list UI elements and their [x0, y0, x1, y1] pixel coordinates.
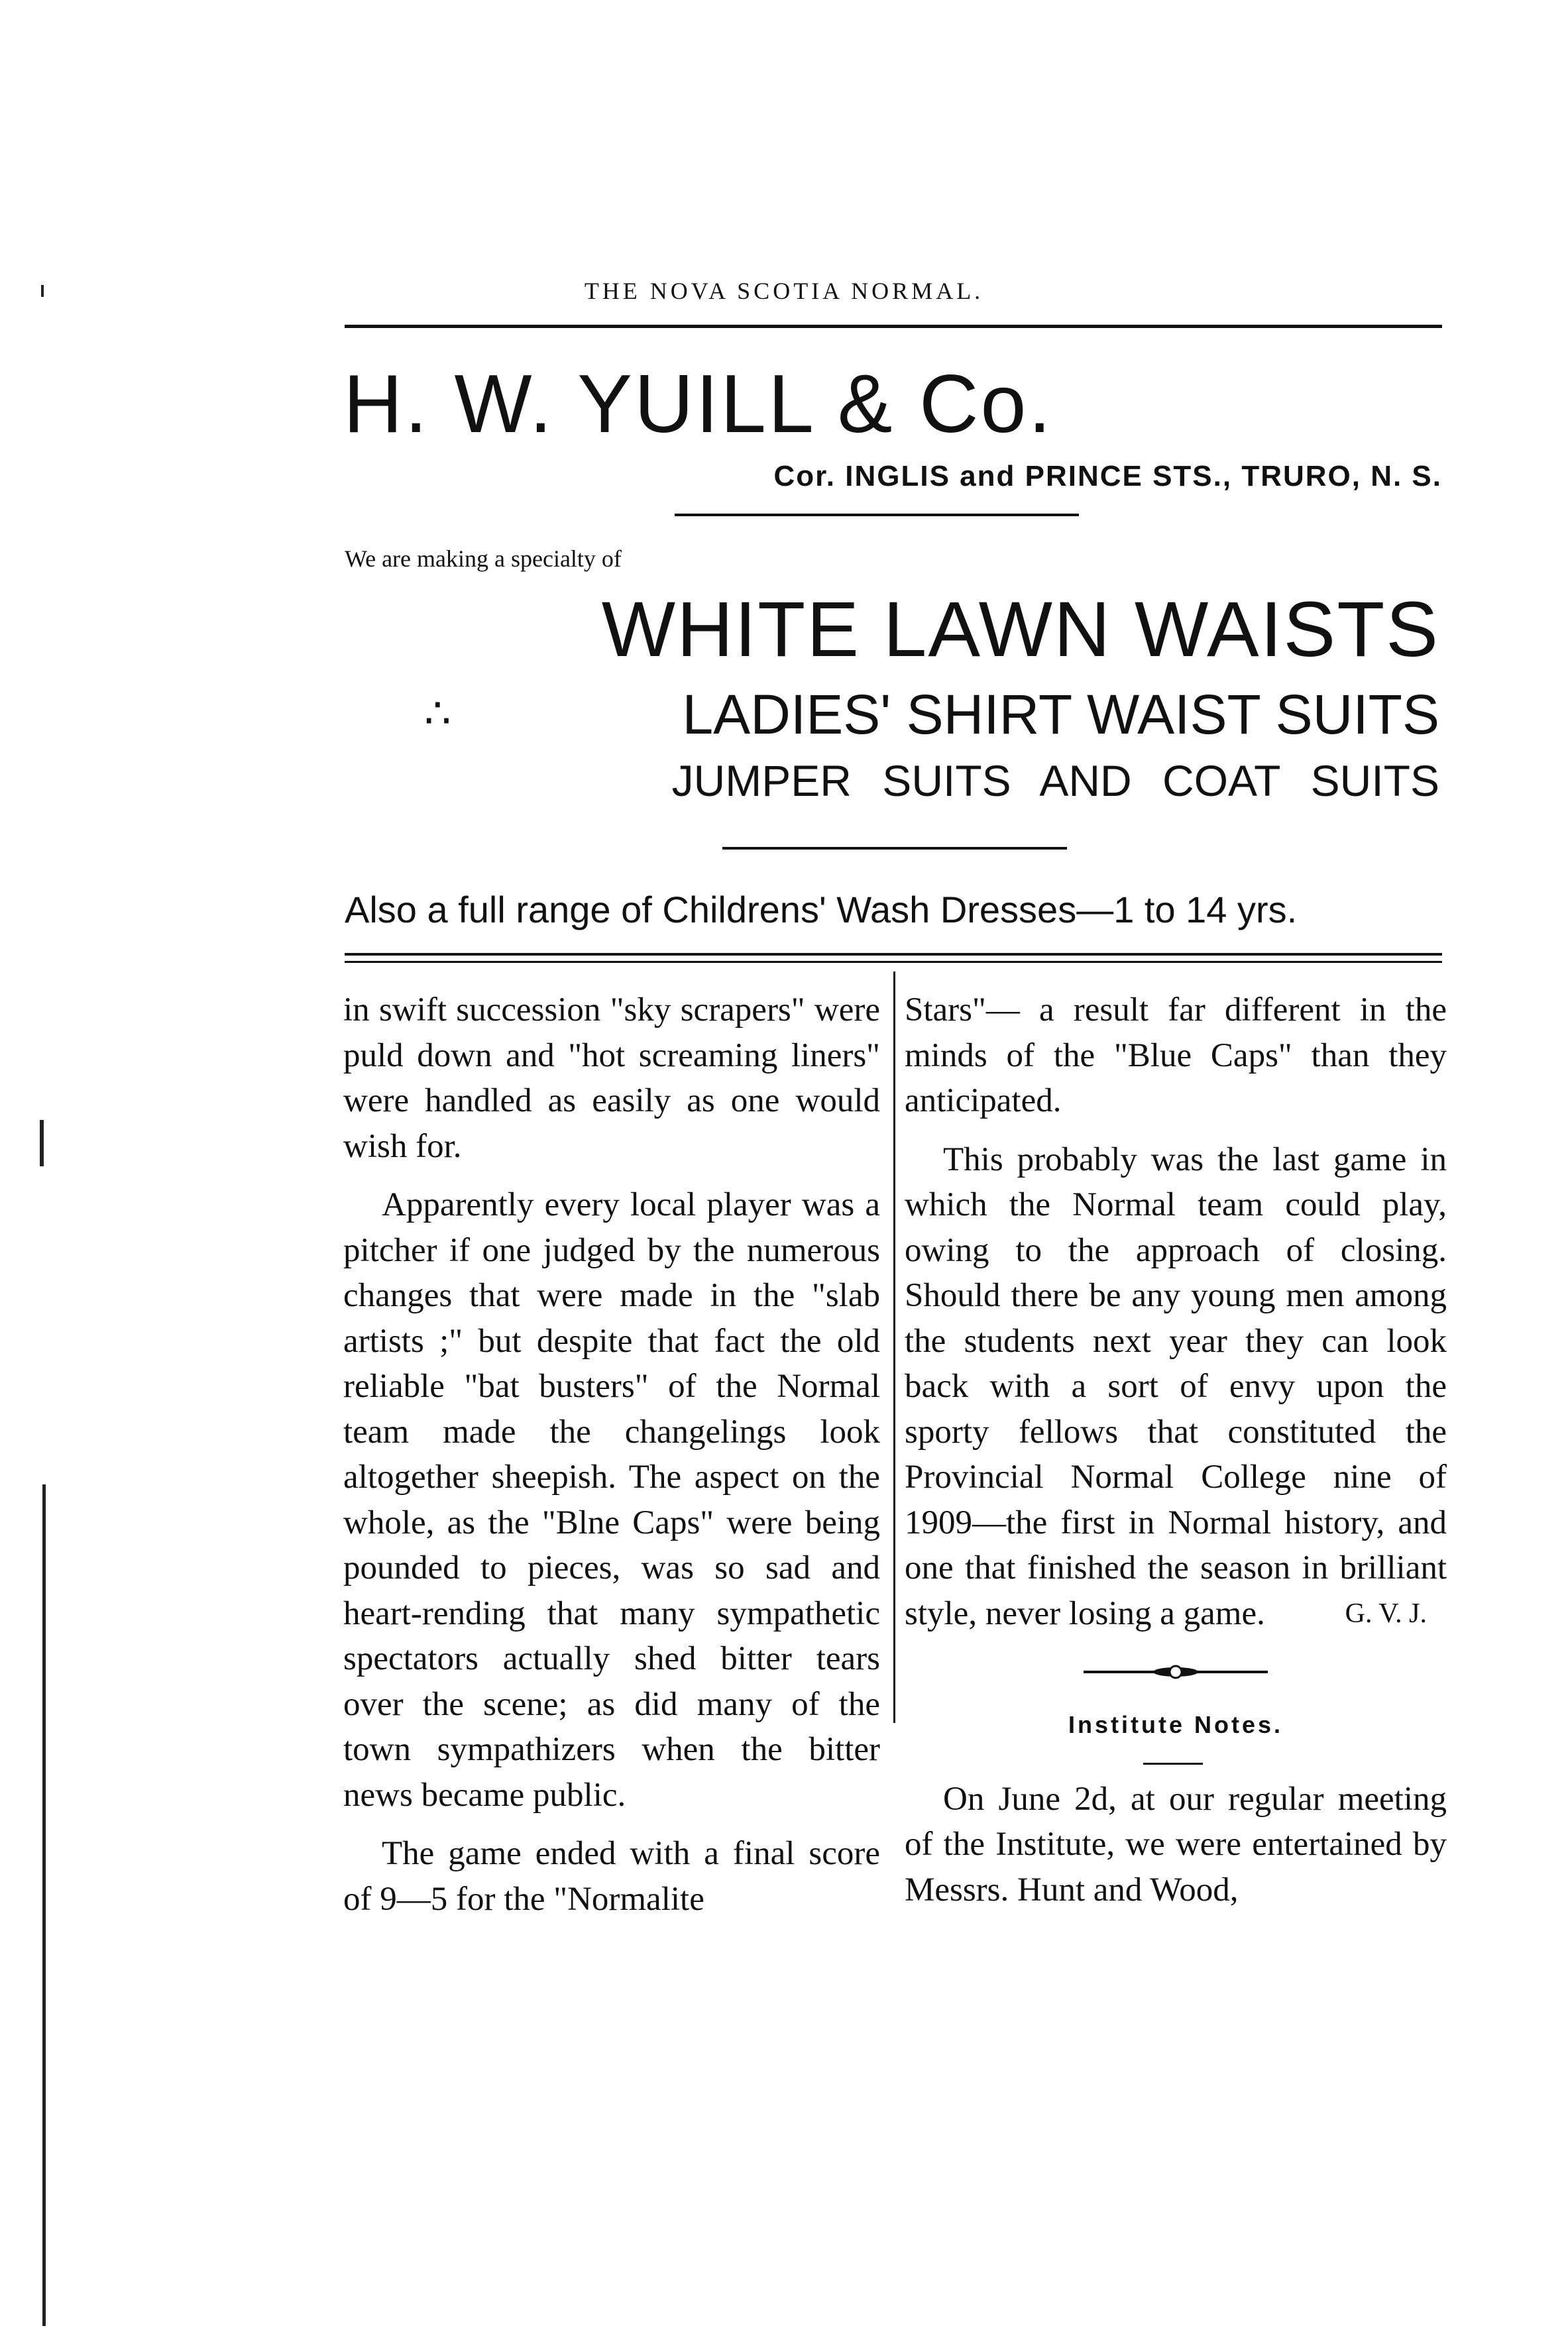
- ornamental-divider: [905, 1652, 1447, 1679]
- paragraph: in swift succession "sky scrapers" were puld down and "hot screaming liners" were handled as easily as one would wish for.: [343, 991, 880, 1165]
- paragraph: Apparently every local player was a pitcher if one judged by the numerous changes that were made in the "slab artists ;" but despite that fact the old reliable "bat busters" of the Normal team made the changelings look altogether sheepish. The aspect on the whole, as the "Blne Caps" were being pounded to pieces, was so sad and heart-rending that many sympathetic spectators actually shed bitter tears over the scene; as did many of the town sympathizers when the bitter news became public.: [343, 1186, 880, 1814]
- margin-mark: [42, 1484, 46, 2326]
- product-line-jumper-coat-suits: JUMPER SUITS AND COAT SUITS: [671, 756, 1439, 805]
- header-rule: [345, 325, 1442, 328]
- article-right-column: [905, 987, 1447, 1913]
- author-signature: G. V. J.: [1345, 1598, 1427, 1629]
- paragraph: Stars"— a result far different in the minds of the "Blue Caps" than they anticipated.: [905, 991, 1447, 1119]
- paragraph: On June 2d, at our regular meeting of the Institute, we were entertained by Messrs. Hunt and Wood,: [905, 1780, 1447, 1909]
- ornamental-divider-icon: [905, 1659, 1447, 1685]
- firm-name: H. W. YUILL & Co.: [343, 359, 1053, 450]
- paragraph: This probably was the last game in which the Normal team could play, owing to the approach of closing. Should there be any young men among the students next year they can look back with a sort of envy upon the sporty fellows that constituted the Provincial Normal College nine of 1909—the first in Normal history, and one that finished the season in brilliant style, never losing a game.: [905, 1140, 1447, 1632]
- product-line-white-lawn-waists: WHITE LAWN WAISTS: [601, 586, 1439, 673]
- column-divider: [893, 971, 895, 1723]
- margin-mark: [41, 285, 44, 297]
- products-rule: [722, 847, 1067, 850]
- ad-bottom-rule-1: [345, 953, 1442, 956]
- paragraph: The game ended with a final score of 9—5 for the "Normalite: [343, 1835, 880, 1918]
- heading-rule: [1143, 1763, 1203, 1765]
- margin-mark: [40, 1120, 44, 1166]
- product-line-shirt-waist-suits: LADIES' SHIRT WAIST SUITS: [682, 683, 1439, 746]
- childrens-dresses-line: Also a full range of Childrens' Wash Dresses—1 to 14 yrs.: [345, 889, 1298, 930]
- firm-address: Cor. INGLIS and PRINCE STS., TRURO, N. S.: [773, 460, 1442, 492]
- article-left-column: [343, 987, 880, 1922]
- ad-bottom-rule-2: [345, 961, 1442, 963]
- address-rule: [675, 514, 1079, 516]
- specialty-intro: We are making a specialty of: [345, 545, 622, 572]
- section-heading: Institute Notes.: [1068, 1711, 1283, 1738]
- ornament-dots-icon: ∴: [424, 689, 451, 738]
- running-head: THE NOVA SCOTIA NORMAL.: [584, 278, 984, 304]
